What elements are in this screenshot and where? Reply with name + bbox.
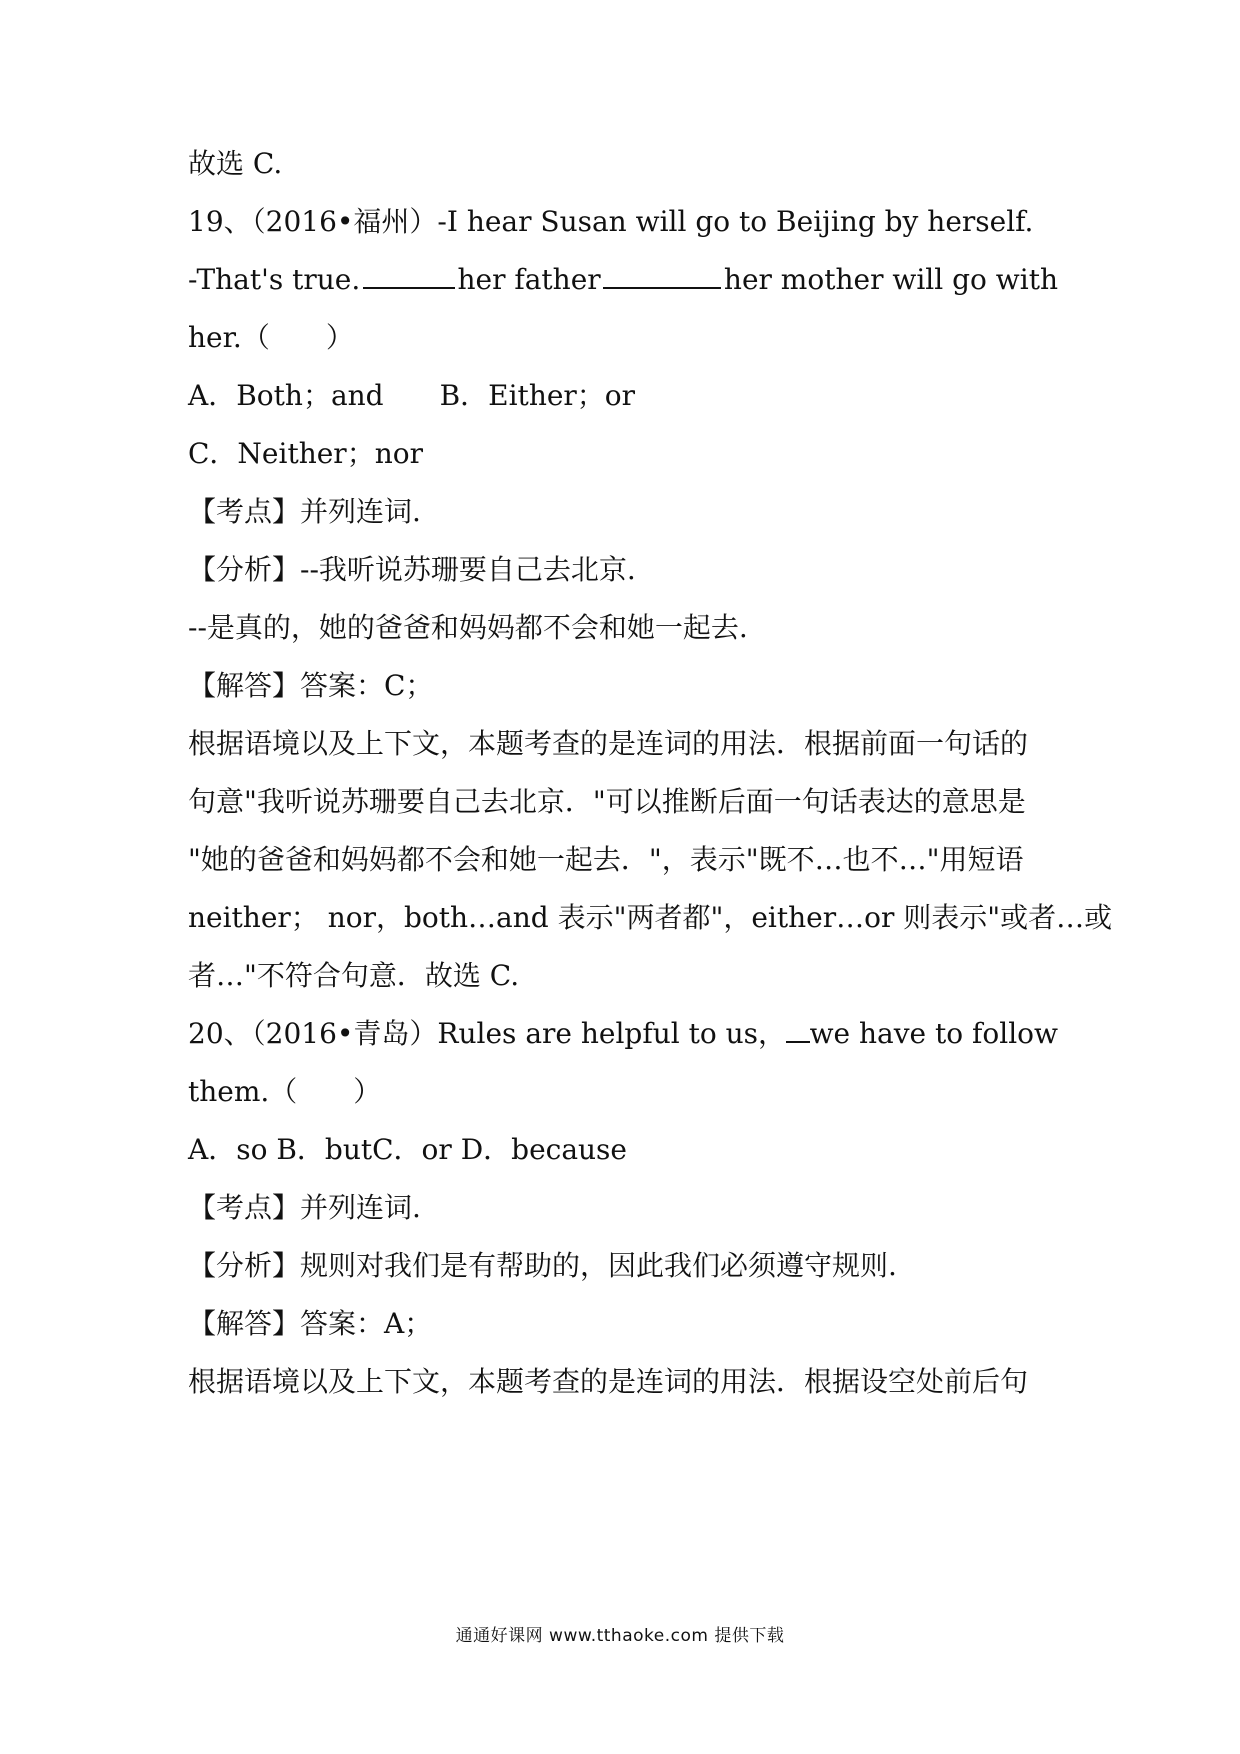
page-footer: 通通好课网 www.tthaoke.com 提供下载 [455,1626,785,1646]
question-20-explanation-1: 根据语境以及上下文，本题考查的是连词的用法．根据设空处前后句 [188,1365,1029,1398]
question-19-explanation-5: 者…"不符合句意．故选 C. [188,959,520,992]
question-19-analysis: 【分析】--我听说苏珊要自己去北京. [188,553,636,586]
question-19-options-ab: A．Both；and B．Either；or [188,379,636,412]
q19-blank-2 [603,263,721,289]
q19-text-part1: -That's true. [188,263,361,296]
question-19-analysis-2: --是真的，她的爸爸和妈妈都不会和她一起去. [188,611,748,644]
q19-text-part2: her father [457,263,601,296]
q19-blank-1 [363,263,455,289]
q20-text-part2: we have to follow [809,1017,1058,1050]
question-19-answer: 【解答】答案：C； [188,669,434,702]
q20-text-part1: 20、（2016•青岛）Rules are helpful to us， [188,1017,787,1050]
question-19-explanation-1: 根据语境以及上下文，本题考查的是连词的用法．根据前面一句话的 [188,727,1029,760]
question-20-stem-end: them.（ ） [188,1075,382,1108]
question-19-blank-line [188,260,1058,300]
q19-text-part3: her mother will go with [723,263,1058,296]
question-20-topic: 【考点】并列连词. [188,1191,421,1224]
question-20-stem [188,1014,1058,1054]
question-20-options: A．so B．butC．or D．because [188,1133,627,1166]
question-19-explanation-3: "她的爸爸和妈妈都不会和她一起去．"，表示"既不…也不…"用短语 [188,843,1024,876]
question-19-explanation-2: 句意"我听说苏珊要自己去北京．"可以推断后面一句话表达的意思是 [188,785,1026,818]
question-19-explanation-4: neither； nor，both…and 表示"两者都"，either…or 则表示"或者…或 [188,901,1113,934]
question-19-topic: 【考点】并列连词. [188,495,421,528]
question-19-stem: 19、（2016•福州）-I hear Susan will go to Beijing by herself. [188,205,1034,238]
question-19-option-c: C．Neither；nor [188,437,423,470]
question-20-answer: 【解答】答案：A； [188,1307,433,1340]
question-20-analysis: 【分析】规则对我们是有帮助的，因此我们必须遵守规则. [188,1249,897,1282]
question-19-stem-end: her.（ ） [188,321,354,354]
q20-blank [786,1017,810,1043]
answer-conclusion-18: 故选 C. [188,147,283,180]
